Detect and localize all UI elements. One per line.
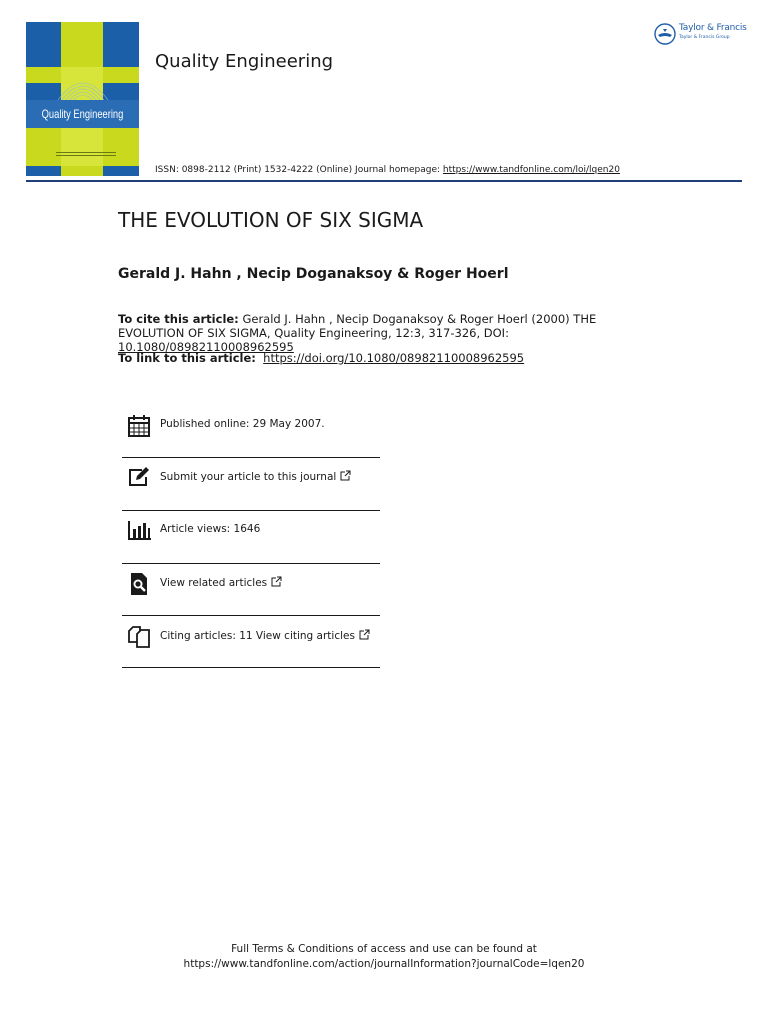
cite-text: Gerald J. Hahn , Necip Doganaksoy & Roger Hoerl (2000) THE EVOLUTION OF SIX SIGMA, Quality Engineering, 12:3, 317-326, DOI:	[118, 312, 597, 340]
header-divider	[26, 180, 742, 182]
footer-terms-text: Full Terms & Conditions of access and use can be found at	[231, 943, 537, 955]
article-link-line	[118, 351, 524, 365]
cite-label: To cite this article:	[118, 312, 239, 326]
article-authors: Gerald J. Hahn , Necip Doganaksoy & Roger Hoerl	[118, 266, 509, 282]
calendar-icon	[127, 414, 151, 438]
article-views-text: Article views: 1646	[160, 523, 261, 535]
journal-cover-image	[26, 22, 139, 176]
related-articles-row[interactable]	[122, 572, 380, 624]
divider	[122, 615, 380, 616]
bar-chart-icon	[127, 519, 151, 543]
article-doi-url[interactable]: https://doi.org/10.1080/08982110008962595	[263, 351, 525, 365]
search-document-icon	[127, 572, 151, 596]
citing-icon	[127, 625, 151, 649]
publisher-name: Taylor & Francis	[679, 23, 747, 33]
link-label: To link to this article:	[118, 351, 256, 365]
citing-articles-row[interactable]	[122, 625, 380, 677]
publisher-subtitle: Taylor & Francis Group	[679, 35, 730, 40]
divider	[122, 457, 380, 458]
published-online-row	[122, 414, 380, 466]
issn-text: ISSN: 0898-2112 (Print) 1532-4222 (Online) Journal homepage:	[155, 165, 443, 175]
doi-link[interactable]: 10.1080/08982110008962595	[118, 340, 294, 354]
footer	[0, 942, 768, 972]
submit-article-link[interactable]: Submit your article to this journal	[160, 470, 351, 483]
journal-homepage-link[interactable]: https://www.tandfonline.com/loi/lqen20	[442, 165, 620, 175]
edit-icon	[127, 466, 151, 490]
related-articles-link[interactable]: View related articles	[160, 576, 282, 589]
divider	[122, 510, 380, 511]
footer-terms-url[interactable]: https://www.tandfonline.com/action/journalInformation?journalCode=lqen20	[183, 958, 585, 970]
citation-block	[118, 312, 658, 354]
external-link-icon	[340, 470, 351, 481]
published-online-text: Published online: 29 May 2007.	[160, 418, 325, 430]
taylor-francis-logo-icon	[653, 22, 677, 46]
divider	[122, 667, 380, 668]
external-link-icon	[359, 629, 370, 640]
issn-line	[155, 165, 620, 175]
divider	[122, 563, 380, 564]
external-link-icon	[271, 576, 282, 587]
citing-articles-link[interactable]: Citing articles: 11 View citing articles	[160, 629, 370, 642]
taylor-francis-logo[interactable]	[653, 22, 745, 46]
article-title: THE EVOLUTION OF SIX SIGMA	[118, 208, 424, 232]
cover-title: Quality Engineering	[41, 107, 124, 121]
journal-name: Quality Engineering	[155, 51, 334, 72]
